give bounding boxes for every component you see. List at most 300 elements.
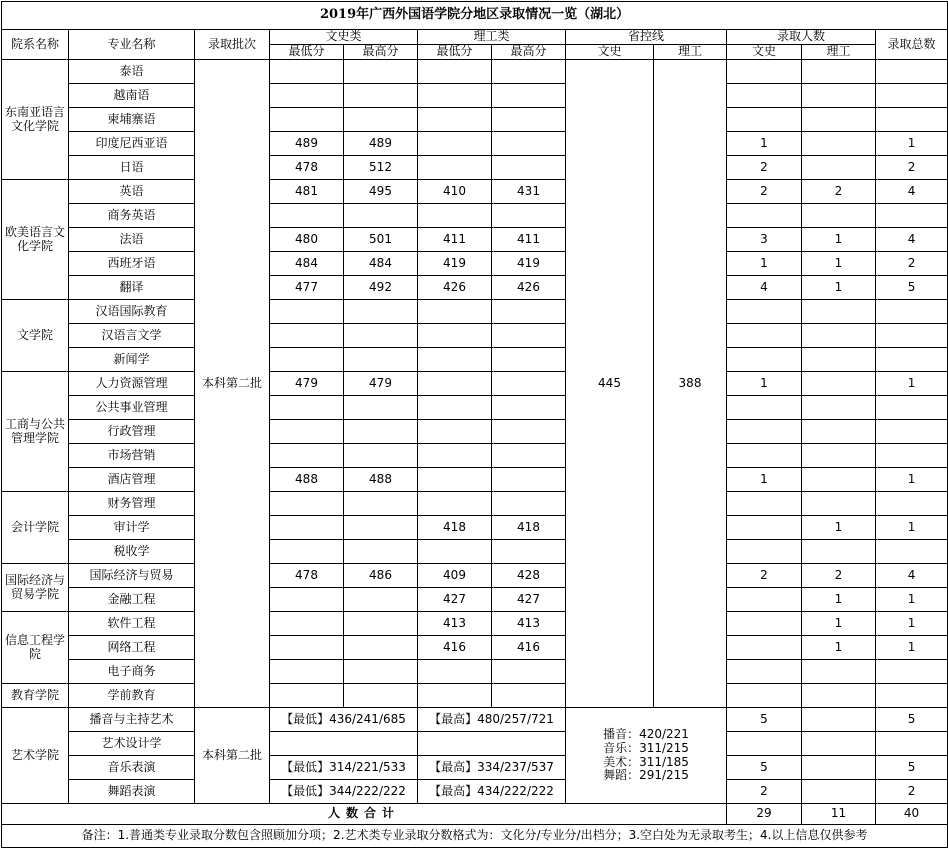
totals-row <box>2 804 948 825</box>
college-name: 会计学院 <box>2 492 69 564</box>
enroll-wenshi <box>727 108 802 132</box>
college-name: 国际经济与贸易学院 <box>2 564 69 612</box>
enroll-total: 4 <box>876 228 948 252</box>
enroll-wenshi <box>727 732 802 756</box>
ligong-min <box>418 372 492 396</box>
enroll-ligong <box>802 324 876 348</box>
enroll-wenshi <box>727 300 802 324</box>
enroll-wenshi: 1 <box>727 252 802 276</box>
enroll-ligong <box>802 468 876 492</box>
enroll-ligong: 1 <box>802 588 876 612</box>
wenshi-max <box>344 492 418 516</box>
ligong-max <box>492 204 566 228</box>
ligong-max <box>492 348 566 372</box>
table-row <box>2 756 948 780</box>
college-name: 艺术学院 <box>2 708 69 804</box>
table-row <box>2 564 948 588</box>
enroll-total <box>876 348 948 372</box>
header-ligong-max: 最高分 <box>492 45 566 60</box>
enroll-ligong: 2 <box>802 564 876 588</box>
major-name: 酒店管理 <box>69 468 195 492</box>
wenshi-min <box>270 396 344 420</box>
enroll-wenshi: 1 <box>727 372 802 396</box>
table-row <box>2 420 948 444</box>
major-name: 电子商务 <box>69 660 195 684</box>
wenshi-max <box>344 516 418 540</box>
enroll-total: 4 <box>876 564 948 588</box>
table-row <box>2 156 948 180</box>
enroll-ligong <box>802 372 876 396</box>
wenshi-max: 479 <box>344 372 418 396</box>
wenshi-min <box>270 588 344 612</box>
major-name: 播音与主持艺术 <box>69 708 195 732</box>
wenshi-min <box>270 636 344 660</box>
enroll-ligong <box>802 540 876 564</box>
ligong-min <box>418 324 492 348</box>
college-name: 欧美语言文化学院 <box>2 180 69 300</box>
major-name: 学前教育 <box>69 684 195 708</box>
enroll-total: 2 <box>876 252 948 276</box>
wenshi-min <box>270 60 344 84</box>
major-name: 人力资源管理 <box>69 372 195 396</box>
enroll-ligong <box>802 204 876 228</box>
wenshi-max <box>344 636 418 660</box>
art-control-line: 舞蹈：291/215 <box>603 768 689 783</box>
major-name: 印度尼西亚语 <box>69 132 195 156</box>
major-name: 国际经济与贸易 <box>69 564 195 588</box>
art-control-line: 美术：311/185 <box>603 754 689 769</box>
enroll-ligong: 1 <box>802 276 876 300</box>
header-college: 院系名称 <box>2 30 69 60</box>
art-score-high <box>418 732 566 756</box>
art-score-low: 【最低】344/222/222 <box>270 780 418 804</box>
enroll-total <box>876 60 948 84</box>
enroll-total: 1 <box>876 468 948 492</box>
table-row <box>2 132 948 156</box>
enroll-total <box>876 204 948 228</box>
ligong-min: 426 <box>418 276 492 300</box>
enroll-ligong <box>802 108 876 132</box>
enroll-wenshi <box>727 60 802 84</box>
major-name: 汉语国际教育 <box>69 300 195 324</box>
enroll-total <box>876 732 948 756</box>
enroll-total <box>876 108 948 132</box>
major-name: 舞蹈表演 <box>69 780 195 804</box>
enroll-total: 1 <box>876 636 948 660</box>
ligong-max <box>492 660 566 684</box>
enroll-total <box>876 84 948 108</box>
enroll-total: 5 <box>876 708 948 732</box>
wenshi-max <box>344 684 418 708</box>
wenshi-max <box>344 444 418 468</box>
ligong-max: 419 <box>492 252 566 276</box>
enroll-ligong: 1 <box>802 516 876 540</box>
art-control-line: 播音：420/221 <box>603 726 689 741</box>
wenshi-max <box>344 540 418 564</box>
enroll-wenshi: 5 <box>727 756 802 780</box>
college-name: 信息工程学院 <box>2 612 69 684</box>
table-row <box>2 468 948 492</box>
enroll-total <box>876 540 948 564</box>
table-row <box>2 300 948 324</box>
table-row <box>2 588 948 612</box>
enroll-total <box>876 324 948 348</box>
enroll-wenshi: 4 <box>727 276 802 300</box>
table-row <box>2 252 948 276</box>
table-row <box>2 708 948 732</box>
wenshi-max <box>344 588 418 612</box>
ligong-max <box>492 420 566 444</box>
enroll-wenshi <box>727 420 802 444</box>
enroll-wenshi: 2 <box>727 180 802 204</box>
major-name: 财务管理 <box>69 492 195 516</box>
ligong-min <box>418 108 492 132</box>
batch-art: 本科第二批 <box>195 708 270 804</box>
ligong-max <box>492 444 566 468</box>
wenshi-max <box>344 348 418 372</box>
art-control-lines <box>566 708 727 804</box>
wenshi-min: 477 <box>270 276 344 300</box>
wenshi-max <box>344 204 418 228</box>
enroll-ligong <box>802 732 876 756</box>
wenshi-min <box>270 660 344 684</box>
wenshi-min <box>270 204 344 228</box>
table-row <box>2 108 948 132</box>
ligong-min <box>418 60 492 84</box>
wenshi-max <box>344 84 418 108</box>
enroll-total <box>876 300 948 324</box>
header-wenshi-group: 文史类 <box>270 30 418 45</box>
ligong-max: 426 <box>492 276 566 300</box>
college-name: 教育学院 <box>2 684 69 708</box>
header-batch: 录取批次 <box>195 30 270 60</box>
wenshi-min <box>270 516 344 540</box>
enroll-ligong <box>802 420 876 444</box>
college-name: 工商与公共管理学院 <box>2 372 69 492</box>
wenshi-min <box>270 324 344 348</box>
wenshi-min: 478 <box>270 156 344 180</box>
table-row <box>2 732 948 756</box>
major-name: 法语 <box>69 228 195 252</box>
ligong-max: 418 <box>492 516 566 540</box>
header-control-ligong: 理工 <box>654 45 727 60</box>
enroll-total <box>876 444 948 468</box>
enroll-total: 5 <box>876 756 948 780</box>
wenshi-min: 479 <box>270 372 344 396</box>
ligong-max <box>492 156 566 180</box>
wenshi-min <box>270 84 344 108</box>
enroll-ligong: 2 <box>802 180 876 204</box>
ligong-min <box>418 300 492 324</box>
enroll-wenshi <box>727 204 802 228</box>
ligong-min: 419 <box>418 252 492 276</box>
table-row <box>2 684 948 708</box>
totals-label: 人数合计 <box>2 804 727 825</box>
enroll-wenshi <box>727 540 802 564</box>
wenshi-max: 488 <box>344 468 418 492</box>
header-wenshi-max: 最高分 <box>344 45 418 60</box>
ligong-min: 418 <box>418 516 492 540</box>
wenshi-max <box>344 324 418 348</box>
wenshi-min: 481 <box>270 180 344 204</box>
wenshi-max <box>344 300 418 324</box>
enroll-wenshi: 3 <box>727 228 802 252</box>
ligong-max: 411 <box>492 228 566 252</box>
ligong-max <box>492 372 566 396</box>
enroll-ligong: 1 <box>802 228 876 252</box>
enroll-total: 2 <box>876 780 948 804</box>
ligong-max <box>492 684 566 708</box>
enroll-total: 5 <box>876 276 948 300</box>
header-enroll-group: 录取人数 <box>727 30 876 45</box>
ligong-min: 411 <box>418 228 492 252</box>
art-control-line: 音乐：311/215 <box>603 740 689 755</box>
major-name: 英语 <box>69 180 195 204</box>
table-row <box>2 444 948 468</box>
ligong-max <box>492 468 566 492</box>
header-enroll-ligong: 理工 <box>802 45 876 60</box>
control-wenshi: 445 <box>566 60 654 708</box>
ligong-min <box>418 204 492 228</box>
art-score-low: 【最低】436/241/685 <box>270 708 418 732</box>
wenshi-max <box>344 396 418 420</box>
enroll-wenshi <box>727 492 802 516</box>
enroll-ligong <box>802 396 876 420</box>
table-row <box>2 276 948 300</box>
enroll-ligong <box>802 60 876 84</box>
enroll-ligong <box>802 84 876 108</box>
enroll-ligong <box>802 132 876 156</box>
enroll-wenshi <box>727 588 802 612</box>
wenshi-max <box>344 660 418 684</box>
ligong-min: 409 <box>418 564 492 588</box>
table-row <box>2 228 948 252</box>
ligong-max <box>492 324 566 348</box>
enroll-wenshi <box>727 660 802 684</box>
ligong-min <box>418 684 492 708</box>
wenshi-min: 489 <box>270 132 344 156</box>
table-row <box>2 396 948 420</box>
totals-ligong: 11 <box>802 804 876 825</box>
wenshi-min <box>270 612 344 636</box>
ligong-max: 431 <box>492 180 566 204</box>
enroll-ligong <box>802 348 876 372</box>
ligong-min <box>418 420 492 444</box>
enroll-wenshi: 1 <box>727 132 802 156</box>
wenshi-max: 492 <box>344 276 418 300</box>
major-name: 汉语言文学 <box>69 324 195 348</box>
table-title: 2019年广西外国语学院分地区录取情况一览（湖北） <box>2 2 948 30</box>
header-ligong-min: 最低分 <box>418 45 492 60</box>
art-score-high: 【最高】434/222/222 <box>418 780 566 804</box>
header-control-wenshi: 文史 <box>566 45 654 60</box>
enroll-ligong <box>802 300 876 324</box>
major-name: 软件工程 <box>69 612 195 636</box>
enroll-ligong: 1 <box>802 252 876 276</box>
enroll-total: 1 <box>876 516 948 540</box>
enroll-wenshi <box>727 612 802 636</box>
header-enroll-wenshi: 文史 <box>727 45 802 60</box>
major-name: 音乐表演 <box>69 756 195 780</box>
table-row <box>2 204 948 228</box>
ligong-min <box>418 132 492 156</box>
enroll-wenshi <box>727 444 802 468</box>
wenshi-min <box>270 492 344 516</box>
table-row <box>2 180 948 204</box>
wenshi-max: 486 <box>344 564 418 588</box>
enroll-total: 1 <box>876 372 948 396</box>
wenshi-max <box>344 60 418 84</box>
wenshi-max: 512 <box>344 156 418 180</box>
ligong-max <box>492 84 566 108</box>
enroll-wenshi <box>727 324 802 348</box>
table-row <box>2 60 948 84</box>
wenshi-min <box>270 420 344 444</box>
art-score-low: 【最低】314/221/533 <box>270 756 418 780</box>
wenshi-max <box>344 420 418 444</box>
ligong-min <box>418 348 492 372</box>
ligong-max <box>492 108 566 132</box>
enroll-ligong: 1 <box>802 612 876 636</box>
enroll-total: 1 <box>876 612 948 636</box>
enroll-total <box>876 396 948 420</box>
enroll-total <box>876 420 948 444</box>
enroll-wenshi <box>727 636 802 660</box>
major-name: 商务英语 <box>69 204 195 228</box>
major-name: 税收学 <box>69 540 195 564</box>
table-row <box>2 780 948 804</box>
enroll-ligong <box>802 684 876 708</box>
college-name: 东南亚语言文化学院 <box>2 60 69 180</box>
wenshi-min <box>270 108 344 132</box>
art-score-high: 【最高】334/237/537 <box>418 756 566 780</box>
major-name: 越南语 <box>69 84 195 108</box>
enroll-wenshi: 5 <box>727 708 802 732</box>
ligong-max: 428 <box>492 564 566 588</box>
header-ligong-group: 理工类 <box>418 30 566 45</box>
ligong-min <box>418 660 492 684</box>
ligong-max <box>492 132 566 156</box>
enroll-ligong <box>802 708 876 732</box>
table-row <box>2 348 948 372</box>
major-name: 新闻学 <box>69 348 195 372</box>
enroll-ligong <box>802 780 876 804</box>
major-name: 日语 <box>69 156 195 180</box>
major-name: 艺术设计学 <box>69 732 195 756</box>
control-ligong: 388 <box>654 60 727 708</box>
table-row <box>2 660 948 684</box>
art-score-high: 【最高】480/257/721 <box>418 708 566 732</box>
ligong-max: 427 <box>492 588 566 612</box>
ligong-min <box>418 156 492 180</box>
wenshi-min <box>270 540 344 564</box>
enroll-ligong <box>802 156 876 180</box>
major-name: 泰语 <box>69 60 195 84</box>
ligong-min <box>418 396 492 420</box>
enroll-total: 1 <box>876 588 948 612</box>
ligong-min <box>418 468 492 492</box>
enroll-ligong <box>802 660 876 684</box>
header-total: 录取总数 <box>876 30 948 60</box>
enroll-ligong <box>802 492 876 516</box>
enroll-ligong <box>802 756 876 780</box>
ligong-max <box>492 396 566 420</box>
enroll-wenshi <box>727 516 802 540</box>
ligong-min <box>418 84 492 108</box>
ligong-min <box>418 540 492 564</box>
ligong-max <box>492 60 566 84</box>
enroll-ligong <box>802 444 876 468</box>
enroll-wenshi: 2 <box>727 780 802 804</box>
major-name: 翻译 <box>69 276 195 300</box>
major-name: 市场营销 <box>69 444 195 468</box>
wenshi-max: 484 <box>344 252 418 276</box>
header-major: 专业名称 <box>69 30 195 60</box>
ligong-min: 416 <box>418 636 492 660</box>
batch-regular: 本科第二批 <box>195 60 270 708</box>
ligong-max <box>492 492 566 516</box>
major-name: 行政管理 <box>69 420 195 444</box>
wenshi-max <box>344 108 418 132</box>
ligong-max: 413 <box>492 612 566 636</box>
enroll-total: 1 <box>876 132 948 156</box>
enroll-wenshi: 2 <box>727 564 802 588</box>
wenshi-min <box>270 348 344 372</box>
ligong-max: 416 <box>492 636 566 660</box>
header-wenshi-min: 最低分 <box>270 45 344 60</box>
ligong-min <box>418 444 492 468</box>
wenshi-min: 488 <box>270 468 344 492</box>
note-text: 备注：1.普通类专业录取分数包含照顾加分项；2.艺术类专业录取分数格式为：文化分/专业分/出档分；3.空白处为无录取考生；4.以上信息仅供参考 <box>2 825 948 848</box>
wenshi-min: 480 <box>270 228 344 252</box>
major-name: 审计学 <box>69 516 195 540</box>
ligong-min: 413 <box>418 612 492 636</box>
wenshi-min <box>270 444 344 468</box>
table-row <box>2 492 948 516</box>
enroll-wenshi <box>727 84 802 108</box>
college-name: 文学院 <box>2 300 69 372</box>
ligong-max <box>492 540 566 564</box>
header-control-group: 省控线 <box>566 30 727 45</box>
table-row <box>2 612 948 636</box>
table-row <box>2 372 948 396</box>
wenshi-max: 501 <box>344 228 418 252</box>
wenshi-min: 484 <box>270 252 344 276</box>
admission-table <box>1 1 948 848</box>
note-row <box>2 825 948 848</box>
table-row <box>2 636 948 660</box>
totals-all: 40 <box>876 804 948 825</box>
table-row <box>2 540 948 564</box>
table-row <box>2 84 948 108</box>
wenshi-min: 478 <box>270 564 344 588</box>
ligong-min: 427 <box>418 588 492 612</box>
table-row <box>2 324 948 348</box>
ligong-min: 410 <box>418 180 492 204</box>
wenshi-max: 495 <box>344 180 418 204</box>
table-row <box>2 516 948 540</box>
major-name: 柬埔寨语 <box>69 108 195 132</box>
major-name: 金融工程 <box>69 588 195 612</box>
totals-wenshi: 29 <box>727 804 802 825</box>
wenshi-max: 489 <box>344 132 418 156</box>
major-name: 西班牙语 <box>69 252 195 276</box>
enroll-total <box>876 492 948 516</box>
enroll-wenshi: 2 <box>727 156 802 180</box>
art-score-low <box>270 732 418 756</box>
wenshi-min <box>270 684 344 708</box>
major-name: 公共事业管理 <box>69 396 195 420</box>
